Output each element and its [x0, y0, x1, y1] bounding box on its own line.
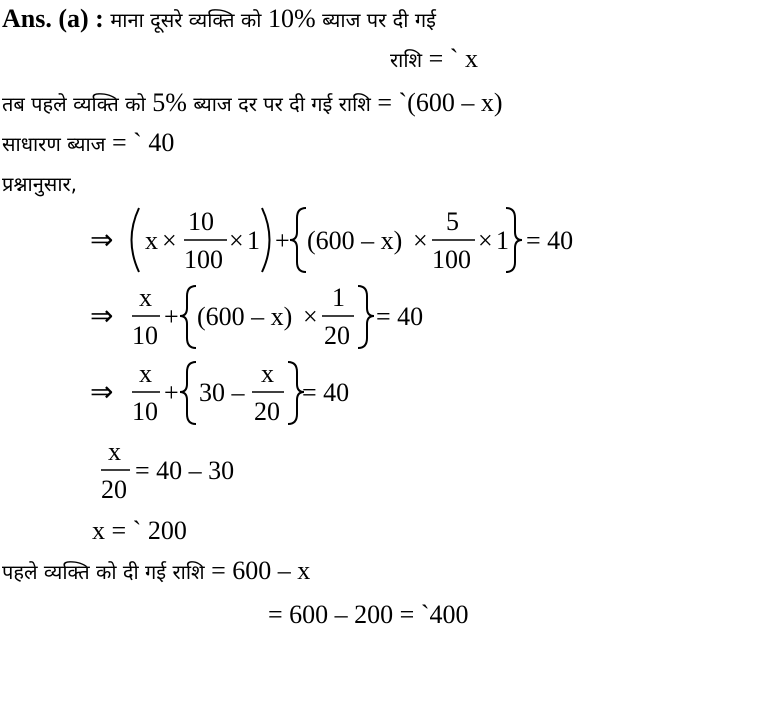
answer-label: Ans. (a) : — [2, 4, 104, 33]
fraction-denominator: 10 — [132, 321, 158, 350]
equation-5: x = ` 200 — [92, 516, 187, 545]
eq-rhs: = 40 – 30 — [135, 456, 235, 485]
times-symbol: × — [229, 226, 244, 255]
eq-rhs: = 40 — [376, 302, 424, 331]
eq-rhs: = 40 — [526, 226, 574, 255]
answer-line-4 — [2, 128, 174, 159]
left-brace — [290, 208, 306, 272]
fraction-numerator: x — [108, 437, 121, 466]
fraction-denominator: 20 — [101, 475, 127, 504]
fraction-denominator: 10 — [132, 397, 158, 426]
hindi-text: प्रश्नानुसार, — [2, 172, 78, 196]
plus-symbol: + — [275, 226, 290, 255]
equation-2 — [0, 280, 781, 356]
equation-4 — [0, 434, 781, 508]
amount-value: = ` 40 — [112, 128, 175, 157]
plus-symbol: + — [164, 302, 179, 331]
final-line-1 — [2, 556, 310, 587]
answer-line-3 — [2, 88, 503, 119]
hindi-text: राशि — [390, 48, 423, 72]
implies-symbol: ⇒ — [90, 225, 114, 256]
percent-value: 10% — [267, 4, 316, 33]
implies-symbol: ⇒ — [90, 301, 114, 332]
fraction-numerator: x — [139, 283, 152, 312]
equation-1 — [0, 200, 781, 280]
amount-value: = `(600 – x) — [377, 88, 503, 117]
amount-value: = ` x — [428, 44, 478, 73]
fraction-denominator: 100 — [184, 245, 223, 274]
eq-term: (600 – x) — [307, 226, 403, 255]
fraction-numerator: 10 — [188, 207, 214, 236]
hindi-text: तब पहले व्यक्ति को — [2, 92, 146, 116]
times-symbol: × — [478, 226, 493, 255]
fraction-numerator: 1 — [332, 283, 345, 312]
fraction-numerator: x — [139, 359, 152, 388]
answer-line-1 — [2, 4, 436, 35]
final-line-2: = 600 – 200 = `400 — [268, 600, 469, 629]
eq-term: (600 – x) — [197, 302, 293, 331]
left-brace — [180, 286, 196, 348]
amount-value: = 600 – x — [211, 556, 311, 585]
times-symbol: × — [303, 302, 318, 331]
eq-rhs: = 40 — [302, 378, 350, 407]
implies-symbol: ⇒ — [90, 377, 114, 408]
answer-line-2 — [390, 44, 478, 75]
answer-line-5 — [2, 168, 77, 199]
fraction-denominator: 20 — [324, 321, 350, 350]
right-brace — [358, 286, 374, 348]
eq-term: 30 – — [199, 378, 245, 407]
fraction-denominator: 100 — [432, 245, 471, 274]
times-symbol: × — [413, 226, 428, 255]
hindi-text: ब्याज पर दी गई — [322, 8, 436, 32]
equation-3 — [0, 356, 781, 432]
plus-symbol: + — [164, 378, 179, 407]
hindi-text: ब्याज दर पर दी गई राशि — [193, 92, 371, 116]
fraction-numerator: 5 — [446, 207, 459, 236]
eq-term: 1 — [247, 226, 260, 255]
fraction-numerator: x — [261, 359, 274, 388]
percent-value: 5% — [152, 88, 187, 117]
hindi-text: पहले व्यक्ति को दी गई राशि — [2, 560, 205, 584]
right-paren — [262, 208, 270, 272]
left-brace — [180, 362, 196, 424]
hindi-text: माना दूसरे व्यक्ति को — [110, 8, 262, 32]
eq-term: x — [145, 226, 158, 255]
hindi-text: साधारण ब्याज — [2, 132, 106, 156]
eq-term: 1 — [496, 226, 509, 255]
left-paren — [132, 208, 140, 272]
times-symbol: × — [162, 226, 177, 255]
fraction-denominator: 20 — [254, 397, 280, 426]
